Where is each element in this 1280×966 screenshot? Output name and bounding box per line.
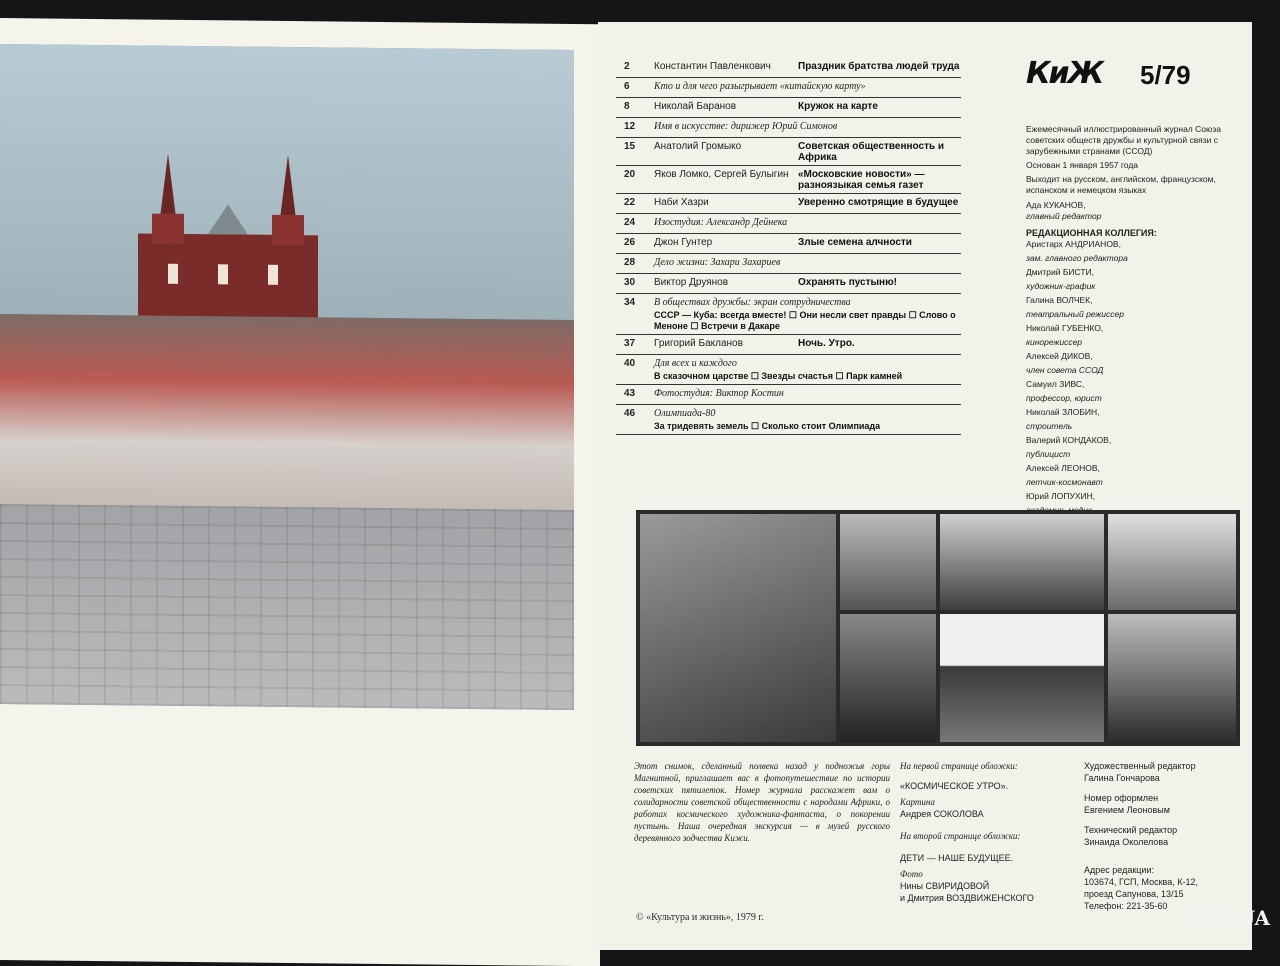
toc-title: Ночь. Утро.	[798, 338, 855, 349]
publication-languages: Выходит на русском, английском, французском, испанском и немецком языках	[1026, 174, 1216, 195]
board-member-name: Самуил ЗИВС,	[1026, 379, 1085, 389]
board-member-name: Валерий КОНДАКОВ,	[1026, 435, 1112, 445]
board-member-name: Дмитрий БИСТИ,	[1026, 267, 1095, 277]
toc-row	[616, 234, 961, 254]
toc-page-number: 40	[624, 358, 636, 369]
toc-rubric: Олимпиада-80	[654, 408, 716, 419]
toc-row	[616, 58, 961, 78]
toc-row	[616, 355, 961, 385]
toc-page-number: 37	[624, 338, 636, 349]
toc-page-number: 15	[624, 141, 636, 152]
board-member-role: зам. главного редактора	[1026, 253, 1128, 263]
founded-date: Основан 1 января 1957 года	[1026, 160, 1139, 170]
toc-title: Кружок на карте	[798, 101, 878, 112]
toc-row	[616, 385, 961, 405]
toc-rubric: В обществах дружбы: экран сотрудничества	[654, 297, 851, 308]
toc-rubric: Изостудия: Александр Дейнека	[654, 217, 788, 228]
toc-title: Уверенно смотрящие в будущее	[798, 197, 959, 208]
watermark: UNC.UA	[1179, 906, 1270, 930]
masthead	[1026, 56, 1226, 91]
toc-page-number: 34	[624, 297, 636, 308]
address-line-2: проезд Сапунова, 13/15	[1084, 889, 1184, 899]
toc-row	[616, 335, 961, 355]
phone: Телефон: 221-35-60	[1084, 901, 1168, 911]
toc-author: Яков Ломко, Сергей Булыгин	[654, 169, 789, 180]
toc-row	[616, 405, 961, 435]
toc-title: Праздник братства людей труда	[798, 61, 960, 72]
toc-rubric-block	[654, 388, 961, 399]
board-member-name: Алексей ЛЕОНОВ,	[1026, 463, 1100, 473]
board-member-role: театральный режиссер	[1026, 309, 1124, 319]
toc-title: Советская общественность и Африка	[798, 141, 945, 163]
toc-author: Джон Гунтер	[654, 237, 713, 248]
board-member-role: художник-график	[1026, 281, 1096, 291]
toc-subitems: За тридевять земель ☐ Сколько стоит Олимпиада	[654, 421, 881, 431]
collage-photo-fossil	[840, 614, 936, 742]
toc-subitems: В сказочном царстве ☐ Звезды счастья ☐ Парк камней	[654, 371, 903, 381]
toc-row	[616, 214, 961, 234]
board-member-role: публицист	[1026, 449, 1071, 459]
cover1-by1: Картина	[900, 797, 935, 807]
toc-page-number: 20	[624, 169, 636, 180]
chief-editor	[1026, 200, 1226, 222]
board-member-role: профессор, юрист	[1026, 393, 1102, 403]
board-member-name: Николай ГУБЕНКО,	[1026, 323, 1104, 333]
toc-subitems: СССР — Куба: всегда вместе! ☐ Они несли свет правды ☐ Слово о Меноне ☐ Встречи в Дакаре	[654, 310, 956, 331]
toc-rubric-block	[654, 217, 961, 228]
collage-photo-scientist	[840, 514, 936, 610]
address-label: Адрес редакции:	[1084, 865, 1154, 875]
issue-number: 5/79	[1140, 60, 1191, 90]
collage-photo-workers	[640, 514, 836, 742]
toc-row	[616, 98, 961, 118]
toc-rubric-block	[654, 297, 961, 332]
cover2-title: ДЕТИ — НАШЕ БУДУЩЕЕ.	[900, 853, 1014, 863]
left-page	[0, 18, 600, 966]
chief-editor-role: главный редактор	[1026, 211, 1102, 221]
issue-caption: Этот снимок, сделанный полвека назад у подножья горы Магнитной, приглашает вас в фотопутешествие по истории советских пятилеток. Номер журнала расскажет вам о солидарности советской общественности с народами Африки, о работах космического художника-фантаста, о покорении пустынь. Наша очередная экскурсия — в музей русского деревянного зодчества Кижи.	[634, 761, 890, 843]
toc-row	[616, 274, 961, 294]
photo-collage	[636, 510, 1240, 746]
cover1-label: На первой странице обложки:	[900, 761, 1018, 771]
board-member-role: летчик-космонавт	[1026, 477, 1103, 487]
toc-author: Виктор Друянов	[654, 277, 729, 288]
tech-role: Технический редактор	[1084, 825, 1178, 835]
collage-photo-olympic-bears	[1108, 614, 1236, 742]
board-member-name: Аристарх АНДРИАНОВ,	[1026, 239, 1121, 249]
tech: Зинаида Околелова	[1084, 837, 1169, 847]
toc-row	[616, 138, 961, 166]
toc-page-number: 2	[624, 61, 630, 72]
design: Евгением Леоновым	[1084, 805, 1170, 815]
cover1-by2: Андрея СОКОЛОВА	[900, 809, 984, 819]
collage-photo-kizhi-church	[940, 614, 1104, 742]
cover2-label: На второй странице обложки:	[900, 831, 1021, 841]
toc-author: Анатолий Громыко	[654, 141, 742, 152]
toc-row	[616, 294, 961, 335]
magazine-description: Ежемесячный иллюстрированный журнал Союза советских обществ дружбы и культурной связи с зарубежными странами (ССОД)	[1026, 124, 1221, 156]
toc-rubric-block	[654, 121, 961, 132]
toc-rubric: Кто и для чего разыгрывает «китайскую карту»	[654, 81, 866, 92]
toc-page-number: 22	[624, 197, 636, 208]
cover2-by1: Фото	[900, 869, 923, 879]
board-member-role: член совета ССОД	[1026, 365, 1104, 375]
toc-page-number: 30	[624, 277, 636, 288]
toc-rubric-block	[654, 358, 961, 382]
toc-page-number: 26	[624, 237, 636, 248]
design-role: Номер оформлен	[1084, 793, 1159, 803]
board-member-role: строитель	[1026, 421, 1073, 431]
copyright: © «Культура и жизнь», 1979 г.	[636, 912, 764, 923]
toc-page-number: 8	[624, 101, 630, 112]
toc-page-number: 43	[624, 388, 636, 399]
cobblestone-pavement	[0, 504, 574, 710]
staff-credits	[1084, 760, 1234, 912]
cover-credits	[900, 760, 1080, 904]
collage-photo-athletes	[1108, 514, 1236, 610]
toc-page-number: 46	[624, 408, 636, 419]
board-member-name: Галина ВОЛЧЕК,	[1026, 295, 1093, 305]
toc-row	[616, 78, 961, 98]
magazine-logo: КиЖ	[1026, 56, 1103, 91]
address-line-1: 103674, ГСП, Москва, К-12,	[1084, 877, 1198, 887]
right-page	[598, 22, 1252, 950]
toc-row	[616, 118, 961, 138]
cover2-by3: и Дмитрия ВОЗДВИЖЕНСКОГО	[900, 893, 1034, 903]
toc-title: Злые семена алчности	[798, 237, 912, 248]
toc-page-number: 28	[624, 257, 636, 268]
toc-rubric-block	[654, 408, 961, 432]
toc-rubric: Дело жизни: Захари Захариев	[654, 257, 781, 268]
toc-page-number: 12	[624, 121, 636, 132]
collage-photo-dinosaur	[940, 514, 1104, 610]
toc-author: Николай Баранов	[654, 101, 737, 112]
toc-rubric-block	[654, 257, 961, 268]
toc-title: Охранять пустыню!	[798, 277, 897, 288]
board-member-name: Алексей ДИКОВ,	[1026, 351, 1093, 361]
board-member-role: кинорежиссер	[1026, 337, 1083, 347]
toc-rubric: Фотостудия: Виктор Костин	[654, 388, 784, 399]
toc-title: «Московские новости» — разноязыкая семья газет	[798, 169, 925, 191]
board-member-name: Юрий ЛОПУХИН,	[1026, 491, 1096, 501]
cover2-by2: Нины СВИРИДОВОЙ	[900, 881, 990, 891]
toc-author: Григорий Бакланов	[654, 338, 743, 349]
toc-rubric: Для всех и каждого	[654, 358, 737, 369]
editorial-board-title: РЕДАКЦИОННАЯ КОЛЛЕГИЯ:	[1026, 228, 1157, 238]
toc-author: Наби Хазри	[654, 197, 709, 208]
art-editor: Галина Гончарова	[1084, 773, 1160, 783]
toc-rubric: Имя в искусстве: дирижер Юрий Симонов	[654, 121, 838, 132]
chief-editor-name: Ада КУКАНОВ,	[1026, 200, 1086, 210]
toc-row	[616, 166, 961, 194]
toc-row	[616, 254, 961, 274]
art-editor-role: Художественный редактор	[1084, 761, 1196, 771]
toc-rubric-block	[654, 81, 961, 92]
cover-photo-red-square	[0, 44, 574, 710]
table-of-contents	[616, 58, 961, 435]
toc-row	[616, 194, 961, 214]
toc-page-number: 6	[624, 81, 630, 92]
toc-page-number: 24	[624, 217, 636, 228]
toc-author: Константин Павленкович	[654, 61, 771, 72]
cover1-title: «КОСМИЧЕСКОЕ УТРО».	[900, 781, 1009, 791]
board-member-name: Николай ЗЛОБИН,	[1026, 407, 1100, 417]
